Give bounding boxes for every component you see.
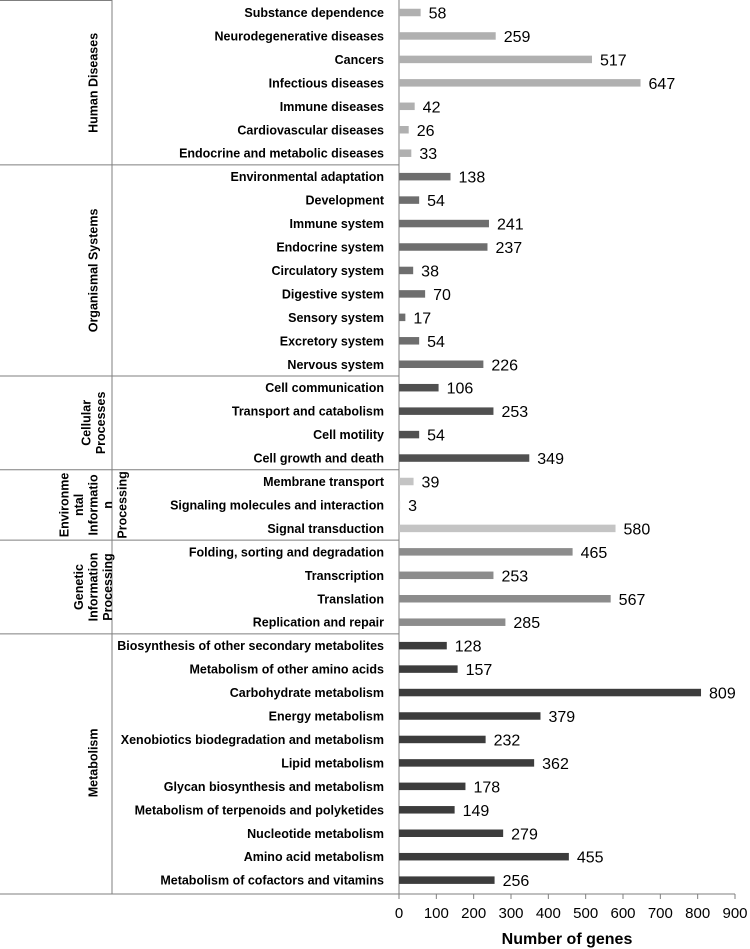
category-label: Immune system [289,217,384,232]
bar [399,314,405,322]
x-tick-label: 300 [498,905,524,922]
value-label: 237 [495,240,523,257]
value-label: 54 [427,427,445,445]
bar [399,9,421,17]
x-tick-label: 800 [685,905,711,922]
x-tick-label: 500 [573,905,599,922]
bar [399,618,505,626]
category-label: Transport and catabolism [231,404,384,419]
value-label: 279 [511,826,538,844]
value-label: 253 [501,568,529,586]
bar [399,173,451,181]
group-label-line: Information [86,552,101,622]
value-label: 149 [462,802,490,820]
bar [399,689,701,697]
value-label: 253 [501,404,529,422]
bar [399,548,573,556]
bar [399,525,616,533]
category-label: Metabolism of cofactors and vitamins [160,873,384,888]
value-label: 138 [458,169,486,187]
x-tick-label: 900 [722,905,748,922]
group-label-line: n [101,501,115,509]
category-label: Signaling molecules and interaction [170,498,384,513]
value-label: 106 [446,380,474,398]
category-label: Cell growth and death [253,451,384,466]
group-label-line: Organismal Systems [86,208,101,333]
bar [399,267,413,275]
group-label-line: Environme [57,472,72,538]
x-tick-label: 600 [610,905,636,922]
category-label: Circulatory system [271,263,384,278]
value-label: 157 [465,662,493,680]
category-label: Nervous system [287,357,384,372]
category-label: Carbohydrate metabolism [229,686,384,701]
category-label: Biosynthesis of other secondary metabolites [117,639,384,654]
x-tick-label: 400 [535,905,561,922]
bar [399,572,493,580]
value-label: 70 [433,286,451,304]
bar [399,337,419,345]
group-label [87,209,101,333]
category-label: Metabolism of other amino acids [189,662,384,677]
category-label: Replication and repair [252,615,384,630]
bar [399,806,455,814]
group-label-line: Informatio [86,474,101,536]
bar [399,876,495,884]
category-label: Translation [317,592,384,607]
bar [399,736,486,744]
category-label: Cardiovascular diseases [237,123,384,138]
bar [399,478,414,486]
category-label: Xenobiotics biodegradation and metabolism [120,732,384,747]
value-label: 33 [419,146,438,164]
group-label-line: ntal [72,493,86,517]
category-label: Lipid metabolism [281,756,384,771]
bar [399,290,425,298]
bar [399,32,496,40]
value-label: 580 [623,521,651,539]
bar [399,196,419,204]
category-label: Endocrine system [276,240,384,255]
group-label [58,471,130,538]
category-label: Environmental adaptation [230,170,384,185]
category-label: Transcription [304,568,384,583]
x-tick-label: 100 [423,905,449,922]
value-label: 232 [493,732,521,750]
category-label: Cell motility [313,428,384,443]
bar [399,665,458,673]
bar [399,103,415,111]
category-label: Membrane transport [263,475,384,489]
category-label: Excretory system [279,334,384,349]
value-label: 39 [421,474,440,492]
group-labels-layer [58,33,130,797]
category-label: Nucleotide metabolism [247,826,384,841]
value-label: 38 [421,263,439,281]
value-label: 26 [416,122,435,140]
value-label: 256 [502,873,530,891]
value-label: 362 [542,755,569,773]
value-label: 178 [473,779,501,797]
group-label-line: Processing [115,471,130,539]
value-label: 17 [413,310,432,328]
value-label: 647 [648,75,676,93]
category-label: Folding, sorting and degradation [188,545,384,560]
bar [399,149,411,157]
x-tick-label: 0 [394,905,404,922]
category-label: Substance dependence [244,6,384,20]
value-label: 379 [548,709,576,726]
group-label-line: Genetic [72,564,86,610]
category-label: Endocrine and metabolic diseases [179,146,384,161]
x-tick-label: 200 [461,905,487,922]
bar [399,407,493,415]
bar [399,56,592,64]
group-label-line: Metabolism [86,728,101,798]
bar [399,501,400,509]
bar [399,384,439,392]
value-label: 567 [618,591,646,609]
category-label: Infectious diseases [268,76,384,91]
bar [399,642,447,650]
group-label-line: Processing [101,553,115,621]
bar [399,853,569,861]
bar [399,431,419,439]
category-label: Amino acid metabolism [243,850,384,865]
value-label: 54 [427,333,445,351]
category-label: Neurodegenerative diseases [214,29,384,44]
value-label: 241 [496,216,524,234]
group-label-line: Processes [93,391,108,455]
category-label: Cancers [334,52,384,67]
bar [399,783,465,791]
value-label: 128 [454,638,482,656]
group-label [79,392,108,455]
category-label: Digestive system [281,287,384,302]
category-label: Immune diseases [279,99,384,114]
bar [399,712,540,720]
category-label: Development [305,193,384,208]
x-tick-label: 700 [647,905,673,922]
value-label: 465 [580,544,608,562]
value-label: 517 [600,52,627,70]
group-label [72,553,115,622]
category-label: Cell communication [265,381,384,396]
category-label: Sensory system [288,310,384,325]
value-label: 809 [709,685,736,703]
bar [399,220,489,228]
value-labels-layer [408,6,736,891]
category-label: Metabolism of terpenoids and polyketides [134,803,384,818]
group-label [87,33,101,133]
bar [399,454,529,462]
value-label: 226 [491,357,519,375]
category-label: Energy metabolism [268,709,384,724]
value-label: 54 [427,193,445,211]
group-label [87,729,101,798]
value-label: 58 [428,5,447,23]
group-label-line: Human Diseases [86,32,101,133]
bar [399,361,483,369]
bar [399,830,503,838]
bar [399,126,409,134]
category-labels-layer [117,6,385,888]
bars-layer [399,9,701,884]
value-label: 42 [422,99,441,117]
bar [399,243,487,251]
value-label: 285 [513,615,541,633]
group-label-line: Cellular [79,399,94,446]
value-label: 259 [503,28,531,46]
bar [399,759,534,767]
category-label: Glycan biosynthesis and metabolism [163,779,384,794]
x-axis-title: Number of genes [501,931,633,948]
bar [399,79,641,87]
value-label: 349 [537,451,564,469]
value-label: 455 [576,849,604,867]
category-label: Signal transduction [267,521,384,536]
x-axis [395,894,748,922]
bar [399,595,611,603]
value-label: 3 [408,497,418,515]
